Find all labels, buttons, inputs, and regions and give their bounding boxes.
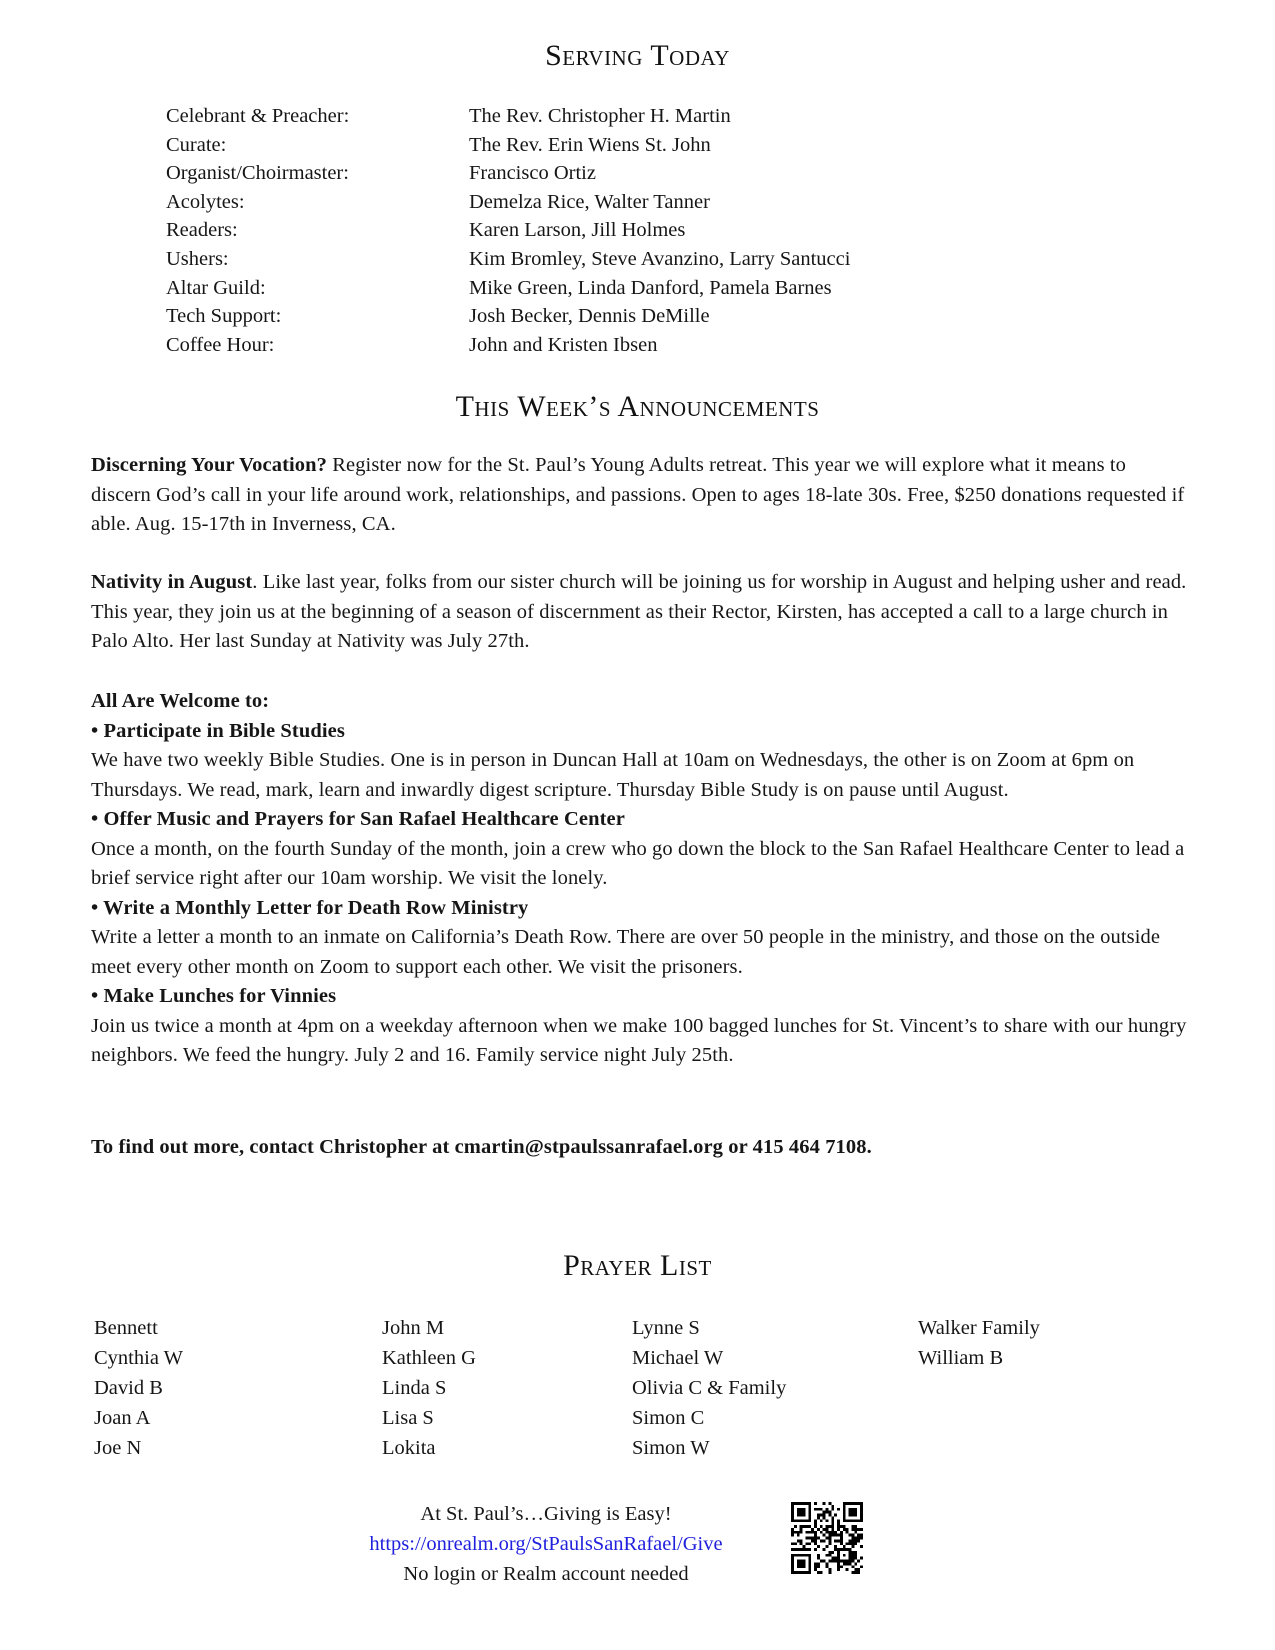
serving-row [166, 131, 850, 160]
serving-list [166, 102, 850, 359]
serving-people: Josh Becker, Dennis DeMille [469, 305, 710, 328]
serving-role-label: Tech Support: [166, 305, 282, 328]
serving-people: Karen Larson, Jill Holmes [469, 219, 686, 242]
bullet-item [91, 805, 1189, 894]
prayer-list-title: Prayer List [563, 1249, 712, 1282]
welcome-block [91, 687, 1189, 1071]
prayer-name: David B [94, 1377, 163, 1399]
serving-row [166, 302, 850, 331]
prayer-column [632, 1313, 918, 1463]
serving-people: Kim Bromley, Steve Avanzino, Larry Santucci [469, 247, 851, 270]
serving-role-label: Curate: [166, 133, 227, 156]
serving-row [166, 245, 850, 274]
announcement-lead: Discerning Your Vocation? [91, 454, 327, 476]
prayer-column [382, 1313, 632, 1463]
bullet-title: • Make Lunches for Vinnies [91, 985, 337, 1007]
serving-row [166, 188, 850, 217]
prayer-name: Lynne S [632, 1317, 700, 1339]
serving-role-label: Altar Guild: [166, 276, 266, 299]
serving-role-label: Acolytes: [166, 190, 245, 213]
prayer-list [94, 1313, 1192, 1463]
prayer-name: Bennett [94, 1317, 158, 1339]
serving-role-label: Celebrant & Preacher: [166, 105, 350, 127]
prayer-column [94, 1313, 382, 1463]
prayer-name: Olivia C & Family [632, 1377, 787, 1399]
serving-row [166, 216, 850, 245]
prayer-column [918, 1313, 1188, 1463]
bullet-title: • Write a Monthly Letter for Death Row Ministry [91, 896, 529, 919]
prayer-name: Joan A [94, 1407, 151, 1429]
giving-headline: At St. Paul’s…Giving is Easy! [420, 1503, 672, 1525]
prayer-name: Linda S [382, 1377, 447, 1399]
announcement-paragraph [91, 568, 1189, 657]
bullet-body: Once a month, on the fourth Sunday of the month, join a crew who go down the block to the San Rafael Healthcare Center to lead a brief service right after our 10am worship. We visit the lonely. [91, 837, 1185, 889]
serving-people: Demelza Rice, Walter Tanner [469, 190, 710, 213]
serving-row [166, 102, 850, 131]
serving-people: Francisco Ortiz [469, 162, 596, 185]
bullet-item [91, 894, 1189, 983]
bullet-title: • Offer Music and Prayers for San Rafael Healthcare Center [91, 808, 625, 830]
serving-people: John and Kristen Ibsen [469, 333, 658, 356]
prayer-name: Simon W [632, 1437, 710, 1459]
serving-role-label: Organist/Choirmaster: [166, 162, 349, 185]
serving-people: Mike Green, Linda Danford, Pamela Barnes [469, 276, 832, 299]
bullet-item [91, 982, 1189, 1071]
bullet-body: We have two weekly Bible Studies. One is in person in Duncan Hall at 10am on Wednesdays, the other is on Zoom at 6pm on Thursdays. We read, mark, learn and inwardly digest scripture. Thursday Bible Study is on pause until August. [91, 749, 1135, 801]
bullet-item [91, 717, 1189, 806]
prayer-name: Walker Family [918, 1317, 1040, 1339]
prayer-name: Michael W [632, 1347, 724, 1369]
announcement-lead: Nativity in August [91, 571, 253, 593]
prayer-name: Cynthia W [94, 1347, 184, 1369]
serving-role-label: Coffee Hour: [166, 333, 275, 356]
serving-role-label: Readers: [166, 219, 238, 242]
serving-people: The Rev. Erin Wiens St. John [469, 133, 711, 156]
giving-note: No login or Realm account needed [403, 1563, 689, 1585]
prayer-name: Simon C [632, 1407, 705, 1429]
contact-line: To find out more, contact Christopher at cmartin@stpaulssanrafael.org or 415 464 7108. [91, 1136, 872, 1158]
serving-people: The Rev. Christopher H. Martin [469, 105, 731, 127]
bullet-title: • Participate in Bible Studies [91, 719, 345, 742]
announcements-title: This Week’s Announcements [455, 390, 820, 423]
welcome-heading: All Are Welcome to: [91, 690, 270, 712]
qr-code [791, 1502, 863, 1574]
announcement-paragraph [91, 451, 1189, 540]
giving-link[interactable]: https://onrealm.org/StPaulsSanRafael/Give [369, 1533, 723, 1555]
serving-role-label: Ushers: [166, 247, 229, 270]
serving-today-title: Serving Today [545, 39, 730, 72]
serving-row [166, 331, 850, 360]
prayer-name: Kathleen G [382, 1347, 476, 1369]
bullet-body: Join us twice a month at 4pm on a weekday afternoon when we make 100 bagged lunches for St. Vincent’s to share with our hungry neighbors. We feed the hungry. July 2 and 16. Family service night July 25th. [91, 1014, 1187, 1066]
prayer-name: John M [382, 1317, 445, 1339]
prayer-name: Joe N [94, 1437, 142, 1459]
serving-row [166, 159, 850, 188]
prayer-name: William B [918, 1347, 1004, 1369]
prayer-name: Lisa S [382, 1407, 434, 1429]
announcement-body: . Like last year, folks from our sister church will be joining us for worship in August and helping usher and read. This year, they join us at the beginning of a season of discernment as their Rector, Kirsten, has accepted a call to a large church in Palo Alto. Her last Sunday at Nativity was July 27th. [91, 571, 1187, 652]
announcement-body: Register now for the St. Paul’s Young Adults retreat. This year we will explore what it means to discern God’s call in your life around work, relationships, and passions. Open to ages 18-late 30s. Free, $250 donations requested if able. Aug. 15-17th in Inverness, CA. [91, 454, 1185, 535]
serving-row [166, 274, 850, 303]
bullet-body: Write a letter a month to an inmate on California’s Death Row. There are over 50 people in the ministry, and those on the outside meet every other month on Zoom to support each other. We visit the prisoners. [91, 926, 1161, 978]
prayer-name: Lokita [382, 1437, 436, 1459]
